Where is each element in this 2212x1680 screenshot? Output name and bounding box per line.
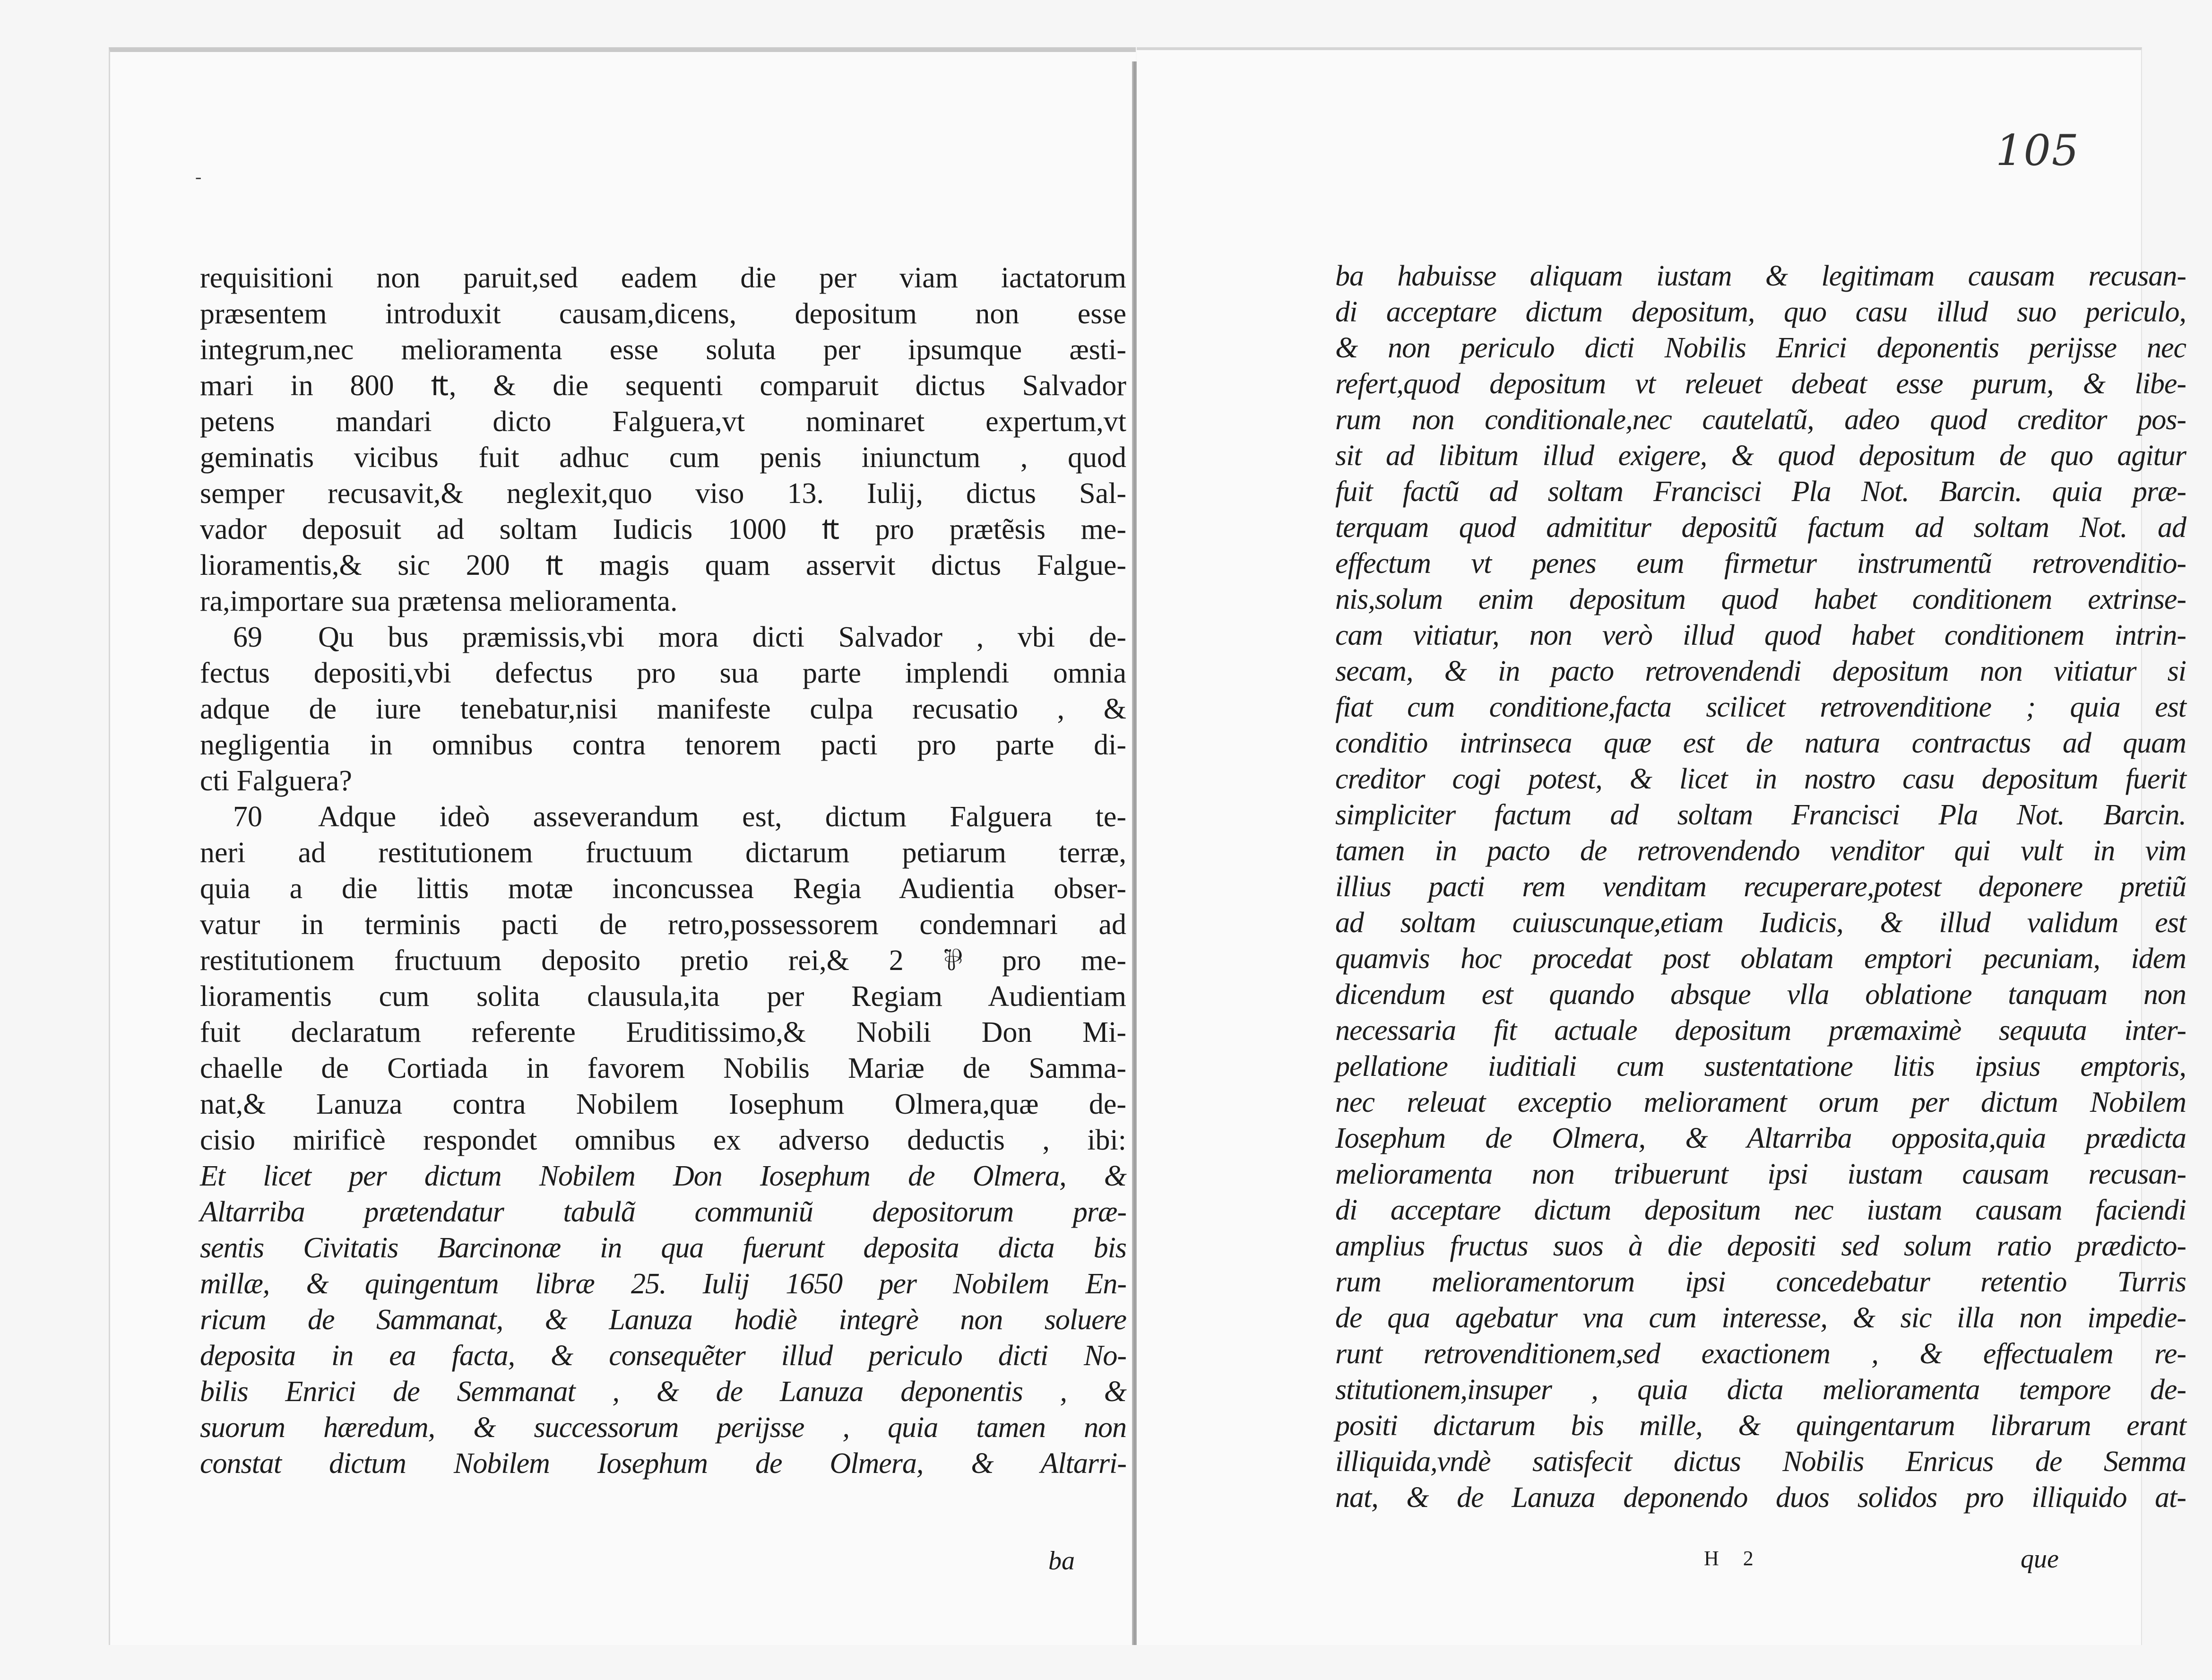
line-text: restitutionem fructuum deposito pretio rei,& 2 ⅌ pro me- bbox=[200, 944, 1126, 977]
right-text-column bbox=[1335, 258, 2186, 1515]
line-text: chaelle de Cortiada in favorem Nobilis Mariæ de Samma- bbox=[200, 1052, 1126, 1084]
line-text: di acceptare dictum depositum nec iustam causam faciendi bbox=[1335, 1194, 2186, 1226]
right-page bbox=[1137, 47, 2186, 1645]
text-line bbox=[200, 1122, 1126, 1158]
text-line bbox=[200, 1410, 1126, 1446]
text-line bbox=[1335, 330, 2186, 366]
text-line bbox=[200, 296, 1126, 332]
text-line bbox=[200, 1302, 1126, 1338]
text-line bbox=[200, 1266, 1126, 1302]
text-line bbox=[200, 871, 1126, 907]
text-line bbox=[1335, 366, 2186, 402]
text-line bbox=[200, 1014, 1126, 1050]
text-line bbox=[1335, 581, 2186, 617]
line-text: cam vitiatur, non verò illud quod habet conditionem intrin- bbox=[1335, 619, 2186, 651]
line-text: creditor cogi potest, & licet in nostro casu depositum fuerit bbox=[1335, 763, 2186, 795]
text-line bbox=[200, 835, 1126, 871]
line-text: integrum,nec melioramenta esse soluta per ipsumque æsti- bbox=[200, 334, 1126, 366]
line-text: Iosephum de Olmera, & Altarriba opposita,quia prædicta bbox=[1335, 1122, 2186, 1154]
line-text: Altarriba prætendatur tabulã communiũ depositorum præ- bbox=[200, 1196, 1126, 1228]
line-text: rum non conditionale,nec cautelatũ, adeo quod creditor pos- bbox=[1335, 404, 2186, 436]
text-line bbox=[200, 1158, 1126, 1194]
text-line bbox=[200, 655, 1126, 691]
left-text-column bbox=[200, 260, 1126, 1481]
line-text: nis,solum enim depositum quod habet conditionem extrinse- bbox=[1335, 583, 2186, 615]
text-line bbox=[200, 1446, 1126, 1481]
line-text: Qu bus præmissis,vbi mora dicti Salvador , vbi de- bbox=[318, 621, 1126, 653]
text-line bbox=[200, 260, 1126, 296]
line-text: semper recusavit,& neglexit,quo viso 13. Iulij, dictus Sal- bbox=[200, 477, 1126, 510]
text-line bbox=[1335, 1444, 2186, 1480]
line-text: quamvis hoc procedat post oblatam emptori pecuniam, idem bbox=[1335, 943, 2186, 975]
text-line bbox=[200, 619, 1126, 655]
text-line bbox=[1335, 1120, 2186, 1156]
text-line bbox=[1335, 402, 2186, 438]
text-line bbox=[1335, 1336, 2186, 1372]
line-text: petens mandari dicto Falguera,vt nominaret expertum,vt bbox=[200, 406, 1126, 438]
text-line bbox=[1335, 438, 2186, 474]
text-line bbox=[200, 691, 1126, 727]
text-line bbox=[1335, 797, 2186, 833]
line-text: cisio mirificè respondet omnibus ex adverso deductis , ibi: bbox=[200, 1124, 1126, 1156]
text-line bbox=[200, 979, 1126, 1014]
line-text: nec releuat exceptio meliorament orum per dictum Nobilem bbox=[1335, 1086, 2186, 1118]
line-text: nat, & de Lanuza deponendo duos solidos pro illiquido at- bbox=[1335, 1481, 2186, 1514]
line-text: deposita in ea facta, & consequẽter illud periculo dicti No- bbox=[200, 1340, 1126, 1372]
line-text: fectus depositi,vbi defectus pro sua parte implendi omnia bbox=[200, 657, 1126, 689]
text-line bbox=[1335, 474, 2186, 510]
line-text: geminatis vicibus fuit adhuc cum penis iniunctum , quod bbox=[200, 442, 1126, 474]
line-text: illius pacti rem venditam recuperare,potest deponere pretiũ bbox=[1335, 871, 2186, 903]
text-line bbox=[1335, 258, 2186, 294]
text-line bbox=[1335, 1156, 2186, 1192]
text-line bbox=[1335, 1300, 2186, 1336]
text-line bbox=[1335, 653, 2186, 689]
line-text: tamen in pacto de retrovendendo venditor qui vult in vim bbox=[1335, 835, 2186, 867]
line-text: negligentia in omnibus contra tenorem pacti pro parte di- bbox=[200, 729, 1126, 761]
line-text: melioramenta non tribuerunt ipsi iustam causam recusan- bbox=[1335, 1158, 2186, 1190]
line-text: mari in 800 ₶, & die sequenti comparuit dictus Salvador bbox=[200, 370, 1126, 402]
handwritten-folio-number: 105 bbox=[1996, 126, 2080, 175]
line-text: terquam quod admititur depositũ factum ad soltam Not. ad bbox=[1335, 511, 2186, 544]
line-text: vador deposuit ad soltam Iudicis 1000 ₶ pro prætẽsis me- bbox=[200, 513, 1126, 546]
line-text: vatur in terminis pacti de retro,possessorem condemnari ad bbox=[200, 909, 1126, 941]
line-text: di acceptare dictum depositum, quo casu illud suo periculo, bbox=[1335, 296, 2186, 328]
text-line bbox=[200, 1194, 1126, 1230]
text-line bbox=[200, 440, 1126, 476]
text-line bbox=[1335, 941, 2186, 977]
line-text: dicendum est quando absque vlla oblatione tanquam non bbox=[1335, 979, 2186, 1011]
text-line bbox=[200, 547, 1126, 583]
line-text: stitutionem,insuper , quia dicta melioramenta tempore de- bbox=[1335, 1374, 2186, 1406]
line-text: nat,& Lanuza contra Nobilem Iosephum Olmera,quæ de- bbox=[200, 1088, 1126, 1120]
text-line bbox=[200, 907, 1126, 943]
line-text: fiat cum conditione,facta scilicet retrovenditione ; quia est bbox=[1335, 691, 2186, 723]
text-line bbox=[1335, 833, 2186, 869]
line-text: ad soltam cuiuscunque,etiam Iudicis, & illud validum est bbox=[1335, 907, 2186, 939]
line-text: secam, & in pacto retrovendendi depositum non vitiatur si bbox=[1335, 655, 2186, 687]
text-line bbox=[200, 943, 1126, 979]
text-line bbox=[1335, 1408, 2186, 1444]
line-text: Adque ideò asseverandum est, dictum Falguera te- bbox=[318, 801, 1126, 833]
text-line bbox=[200, 511, 1126, 547]
line-text: pellatione iuditiali cum sustentatione litis ipsius emptoris, bbox=[1335, 1050, 2186, 1082]
line-text: ra,importare sua prætensa melioramenta. bbox=[200, 585, 678, 617]
text-line bbox=[1335, 294, 2186, 330]
right-catchword: que bbox=[2021, 1544, 2059, 1574]
line-text: neri ad restitutionem fructuum dictarum petiarum terræ, bbox=[200, 837, 1126, 869]
line-text: positi dictarum bis mille, & quingentarum librarum erant bbox=[1335, 1410, 2186, 1442]
line-text: fuit factũ ad soltam Francisci Pla Not. Barcin. quia præ- bbox=[1335, 476, 2186, 508]
text-line bbox=[1335, 617, 2186, 653]
book-spread bbox=[109, 47, 2186, 1645]
line-text: requisitioni non paruit,sed eadem die per viam iactatorum bbox=[200, 262, 1126, 294]
text-line bbox=[200, 1338, 1126, 1374]
text-line bbox=[1335, 1192, 2186, 1228]
text-line bbox=[200, 583, 1126, 619]
text-line bbox=[1335, 546, 2186, 581]
signature-mark: H 2 bbox=[1704, 1547, 1763, 1570]
line-text: sentis Civitatis Barcinonæ in qua fuerunt deposita dicta bis bbox=[200, 1232, 1126, 1264]
stray-ink-mark: - bbox=[195, 166, 202, 187]
text-line bbox=[200, 763, 1126, 799]
line-text: adque de iure tenebatur,nisi manifeste culpa recusatio , & bbox=[200, 693, 1126, 725]
text-line bbox=[1335, 1013, 2186, 1048]
text-line bbox=[1335, 1264, 2186, 1300]
text-line bbox=[200, 476, 1126, 511]
text-line bbox=[200, 1086, 1126, 1122]
text-line bbox=[1335, 869, 2186, 905]
text-line bbox=[1335, 977, 2186, 1013]
text-line bbox=[1335, 1048, 2186, 1084]
text-line bbox=[200, 727, 1126, 763]
text-line bbox=[1335, 1084, 2186, 1120]
line-text: rum melioramentorum ipsi concedebatur retentio Turris bbox=[1335, 1266, 2186, 1298]
line-text: runt retrovenditionem,sed exactionem , & effectualem re- bbox=[1335, 1338, 2186, 1370]
text-line bbox=[1335, 1480, 2186, 1515]
line-text: simpliciter factum ad soltam Francisci Pla Not. Barcin. bbox=[1335, 799, 2186, 831]
text-line bbox=[1335, 905, 2186, 941]
line-text: præsentem introduxit causam,dicens, depositum non esse bbox=[200, 298, 1126, 330]
text-line bbox=[1335, 761, 2186, 797]
left-page bbox=[109, 47, 1136, 1645]
line-text: suorum hæredum, & successorum perijsse , quia tamen non bbox=[200, 1412, 1126, 1444]
line-text: ba habuisse aliquam iustam & legitimam causam recusan- bbox=[1335, 260, 2186, 292]
line-text: illiquida,vndè satisfecit dictus Nobilis Enricus de Semma bbox=[1335, 1446, 2186, 1478]
text-line bbox=[200, 799, 1126, 835]
text-line bbox=[1335, 1372, 2186, 1408]
line-text: fuit declaratum referente Eruditissimo,& Nobili Don Mi- bbox=[200, 1016, 1126, 1048]
text-line bbox=[1335, 689, 2186, 725]
line-text: lioramentis,& sic 200 ₶ magis quam asservit dictus Falgue- bbox=[200, 549, 1126, 581]
line-text: Et licet per dictum Nobilem Don Iosephum de Olmera, & bbox=[200, 1160, 1126, 1192]
text-line bbox=[200, 1050, 1126, 1086]
line-text: bilis Enrici de Semmanat , & de Lanuza deponentis , & bbox=[200, 1376, 1126, 1408]
line-text: ricum de Sammanat, & Lanuza hodiè integrè non soluere bbox=[200, 1304, 1126, 1336]
line-text: constat dictum Nobilem Iosephum de Olmera, & Altarri- bbox=[200, 1447, 1126, 1480]
text-line bbox=[1335, 1228, 2186, 1264]
text-line bbox=[1335, 510, 2186, 546]
paragraph-number: 70 bbox=[233, 801, 262, 833]
line-text: effectum vt penes eum firmetur instrumentũ retrovenditio- bbox=[1335, 547, 2186, 580]
line-text: lioramentis cum solita clausula,ita per Regiam Audientiam bbox=[200, 980, 1126, 1013]
text-line bbox=[200, 332, 1126, 368]
text-line bbox=[200, 368, 1126, 404]
line-text: necessaria fit actuale depositum præmaximè sequuta inter- bbox=[1335, 1014, 2186, 1047]
text-line bbox=[200, 1374, 1126, 1410]
text-line bbox=[200, 1230, 1126, 1266]
line-text: amplius fructus suos à die depositi sed solum ratio prædicto- bbox=[1335, 1230, 2186, 1262]
line-text: & non periculo dicti Nobilis Enrici deponentis perijsse nec bbox=[1335, 332, 2186, 364]
left-catchword: ba bbox=[1048, 1546, 1075, 1576]
line-text: refert,quod depositum vt releuet debeat esse purum, & libe- bbox=[1335, 368, 2186, 400]
line-text: quia a die littis motæ inconcussea Regia Audientia obser- bbox=[200, 873, 1126, 905]
line-text: conditio intrinseca quæ est de natura contractus ad quam bbox=[1335, 727, 2186, 759]
line-text: millæ, & quingentum libræ 25. Iulij 1650 per Nobilem En- bbox=[200, 1268, 1126, 1300]
line-text: sit ad libitum illud exigere, & quod depositum de quo agitur bbox=[1335, 440, 2186, 472]
text-line bbox=[1335, 725, 2186, 761]
line-text: de qua agebatur vna cum interesse, & sic illa non impedie- bbox=[1335, 1302, 2186, 1334]
text-line bbox=[200, 404, 1126, 440]
line-text: cti Falguera? bbox=[200, 765, 352, 797]
paragraph-number: 69 bbox=[233, 621, 262, 653]
